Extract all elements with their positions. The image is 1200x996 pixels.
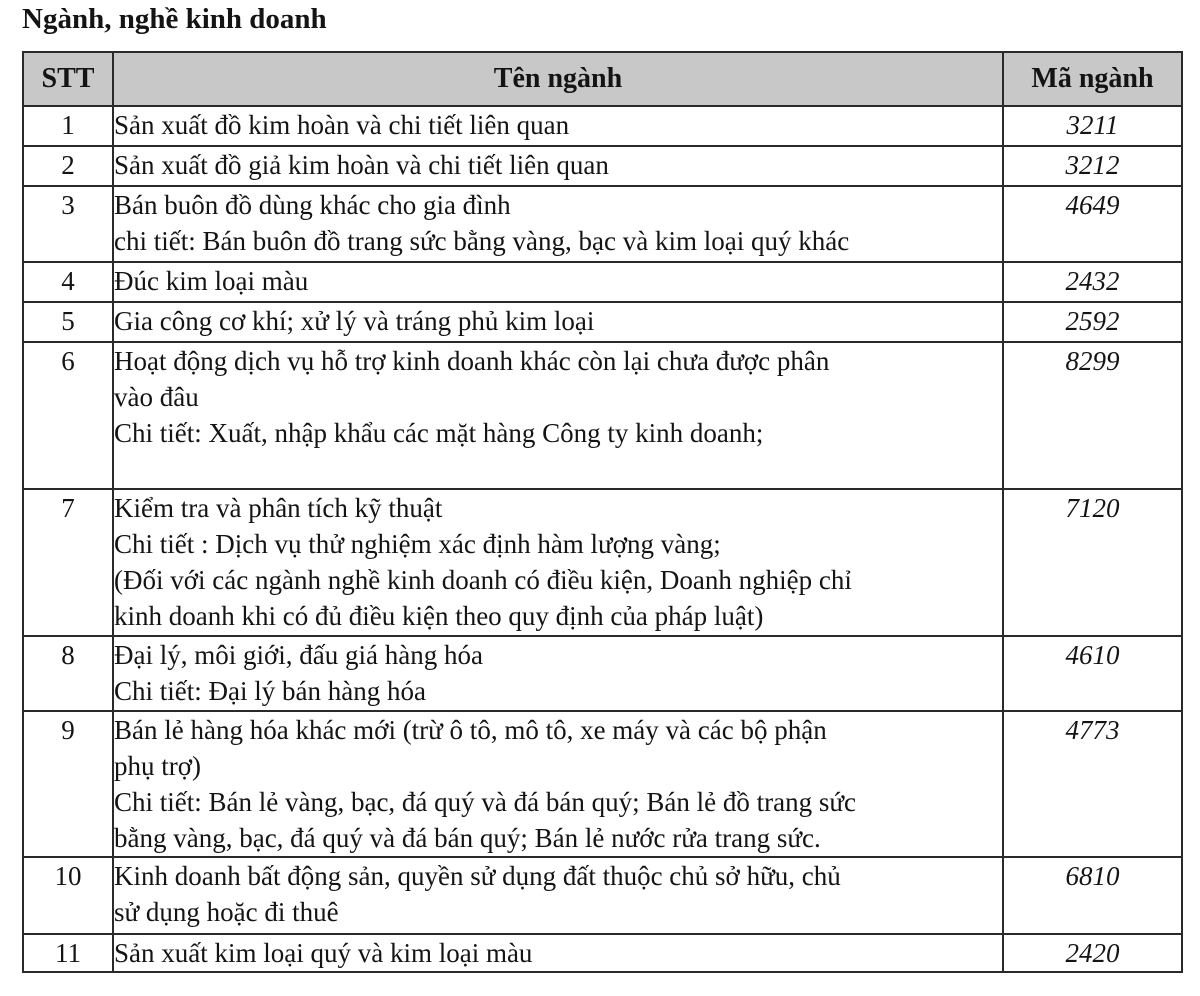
- row-code: 4649: [1003, 186, 1182, 262]
- row-name: [113, 489, 1003, 636]
- row-stt: 2: [23, 146, 113, 186]
- row-stt: 6: [23, 342, 113, 489]
- row-code: 2592: [1003, 302, 1182, 342]
- row-name-line: Đại lý, môi giới, đấu giá hàng hóa: [114, 640, 483, 670]
- table-header-row: [23, 52, 1182, 106]
- row-name: [113, 106, 1003, 146]
- row-name-line: Sản xuất đồ kim hoàn và chi tiết liên quan: [114, 110, 570, 140]
- row-name-line: Chi tiết: Bán lẻ vàng, bạc, đá quý và đá bán quý; Bán lẻ đồ trang sức: [114, 787, 856, 817]
- row-stt: 7: [23, 489, 113, 636]
- business-lines-table: [22, 51, 1183, 973]
- table-row: [23, 146, 1182, 186]
- row-stt: 5: [23, 302, 113, 342]
- row-name-line: chi tiết: Bán buôn đồ trang sức bằng vàng, bạc và kim loại quý khác: [114, 226, 850, 256]
- table-row: [23, 857, 1182, 934]
- row-name-line: Chi tiết: Đại lý bán hàng hóa: [114, 676, 426, 706]
- table-row: [23, 934, 1182, 972]
- header-code: Mã ngành: [1003, 52, 1182, 106]
- row-name-line: Sản xuất đồ giả kim hoàn và chi tiết liên quan: [114, 150, 609, 180]
- row-name-line: Sản xuất kim loại quý và kim loại màu: [114, 938, 533, 968]
- row-name-line: Kiểm tra và phân tích kỹ thuật: [114, 493, 443, 523]
- row-name-line: vào đâu: [114, 382, 199, 412]
- row-name: [113, 342, 1003, 489]
- row-name: [113, 302, 1003, 342]
- row-name: [113, 636, 1003, 711]
- row-name: [113, 934, 1003, 972]
- table-row: [23, 302, 1182, 342]
- row-code: 4610: [1003, 636, 1182, 711]
- row-code: 3211: [1003, 106, 1182, 146]
- row-stt: 3: [23, 186, 113, 262]
- row-code: 4773: [1003, 711, 1182, 857]
- row-code: 7120: [1003, 489, 1182, 636]
- row-name-line: Đúc kim loại màu: [114, 266, 309, 296]
- table-row: [23, 262, 1182, 302]
- row-name: [113, 711, 1003, 857]
- row-name-line: Chi tiết : Dịch vụ thử nghiệm xác định hàm lượng vàng;: [114, 529, 721, 559]
- row-name-line: Chi tiết: Xuất, nhập khẩu các mặt hàng Công ty kinh doanh;: [114, 418, 764, 448]
- row-name-line: kinh doanh khi có đủ điều kiện theo quy định của pháp luật): [114, 601, 764, 631]
- table-row: [23, 186, 1182, 262]
- table-row: [23, 636, 1182, 711]
- row-name-line: sử dụng hoặc đi thuê: [114, 897, 339, 927]
- row-name: [113, 262, 1003, 302]
- row-stt: 1: [23, 106, 113, 146]
- row-name: [113, 186, 1003, 262]
- row-code: 6810: [1003, 857, 1182, 934]
- row-name-line: phụ trợ): [114, 751, 202, 781]
- page-title: Ngành, nghề kinh doanh: [22, 3, 327, 35]
- table-row: [23, 342, 1182, 489]
- row-code: 2420: [1003, 934, 1182, 972]
- header-name: Tên ngành: [113, 52, 1003, 106]
- row-name-line: Hoạt động dịch vụ hỗ trợ kinh doanh khác còn lại chưa được phân: [114, 346, 830, 376]
- table-row: [23, 711, 1182, 857]
- row-stt: 10: [23, 857, 113, 934]
- row-name-line: bằng vàng, bạc, đá quý và đá bán quý; Bán lẻ nước rửa trang sức.: [114, 823, 821, 853]
- row-name-line: Gia công cơ khí; xử lý và tráng phủ kim loại: [114, 306, 595, 336]
- table-row: [23, 489, 1182, 636]
- row-stt: 4: [23, 262, 113, 302]
- row-name: [113, 857, 1003, 934]
- row-code: 8299: [1003, 342, 1182, 489]
- row-name-line: Bán buôn đồ dùng khác cho gia đình: [114, 190, 511, 220]
- row-name-line: Bán lẻ hàng hóa khác mới (trừ ô tô, mô tô, xe máy và các bộ phận: [114, 715, 827, 745]
- table-row: [23, 106, 1182, 146]
- row-stt: 9: [23, 711, 113, 857]
- header-stt: STT: [23, 52, 113, 106]
- row-code: 3212: [1003, 146, 1182, 186]
- row-name-line: Kinh doanh bất động sản, quyền sử dụng đất thuộc chủ sở hữu, chủ: [114, 861, 841, 891]
- row-stt: 8: [23, 636, 113, 711]
- row-name-line: (Đối với các ngành nghề kinh doanh có điều kiện, Doanh nghiệp chỉ: [114, 565, 852, 595]
- row-code: 2432: [1003, 262, 1182, 302]
- row-stt: 11: [23, 934, 113, 972]
- row-name: [113, 146, 1003, 186]
